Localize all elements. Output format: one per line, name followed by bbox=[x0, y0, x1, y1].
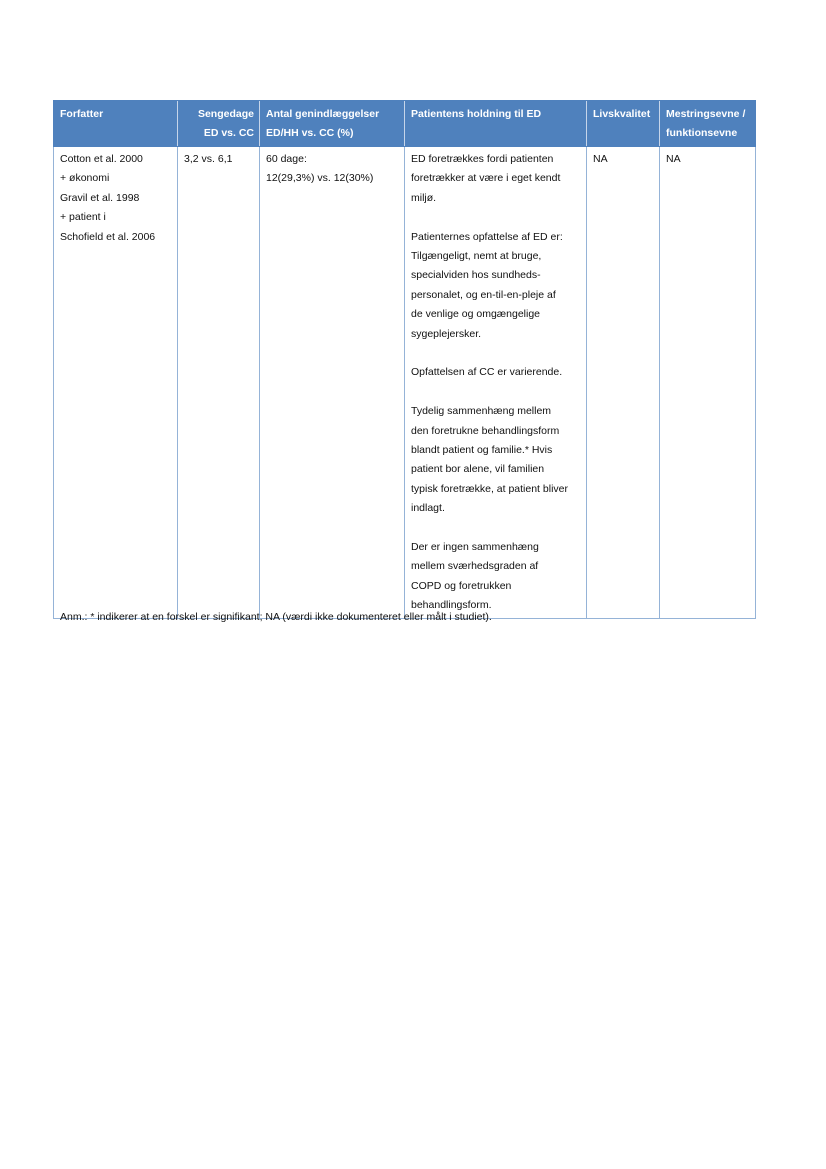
cell-sengedage: 3,2 vs. 6,1 bbox=[178, 147, 260, 619]
table-footnote: Anm.: * indikerer at en forskel er signifikant; NA (værdi ikke dokumenteret eller målt i studiet). bbox=[60, 611, 492, 623]
header-sengedage: Sengedage ED vs. CC bbox=[178, 101, 260, 147]
cell-holdning bbox=[405, 147, 587, 619]
header-mestringsevne: Mestringsevne / funktionsevne bbox=[660, 101, 756, 147]
cell-genindlaeggelser: 60 dage: 12(29,3%) vs. 12(30%) bbox=[260, 147, 405, 619]
cell-forfatter: Cotton et al. 2000 + økonomi Gravil et al. 1998 + patient i Schofield et al. 2006 bbox=[54, 147, 178, 619]
holdning-paragraph: Patienternes opfattelse af ED er: Tilgængeligt, nemt at bruge, specialviden hos sundheds- personalet, og en-til-en-pleje af de venlige og omgængelige sygeplejersker. bbox=[411, 230, 563, 340]
holdning-paragraph: Opfattelsen af CC er varierende. bbox=[411, 366, 563, 379]
header-holdning: Patientens holdning til ED bbox=[405, 101, 587, 147]
cell-mestringsevne: NA bbox=[660, 147, 756, 619]
header-genindlaeggelser: Antal genindlæggelser ED/HH vs. CC (%) bbox=[260, 101, 405, 147]
holdning-paragraph: ED foretrækkes fordi patienten foretrækker at være i eget kendt miljø. bbox=[411, 153, 561, 204]
holdning-paragraph: Tydelig sammenhæng mellem den foretrukne behandlingsform blandt patient og familie.* Hvis patient bor alene, vil familien typisk foretrække, at patient bliver indlagt. bbox=[411, 405, 568, 515]
table-row bbox=[54, 147, 756, 619]
study-table bbox=[53, 100, 756, 619]
header-row bbox=[54, 101, 756, 147]
cell-livskvalitet: NA bbox=[587, 147, 660, 619]
header-forfatter: Forfatter bbox=[54, 101, 178, 147]
holdning-paragraph: Der er ingen sammenhæng mellem sværhedsgraden af COPD og foretrukken behandlingsform. bbox=[411, 541, 539, 612]
header-livskvalitet: Livskvalitet bbox=[587, 101, 660, 147]
